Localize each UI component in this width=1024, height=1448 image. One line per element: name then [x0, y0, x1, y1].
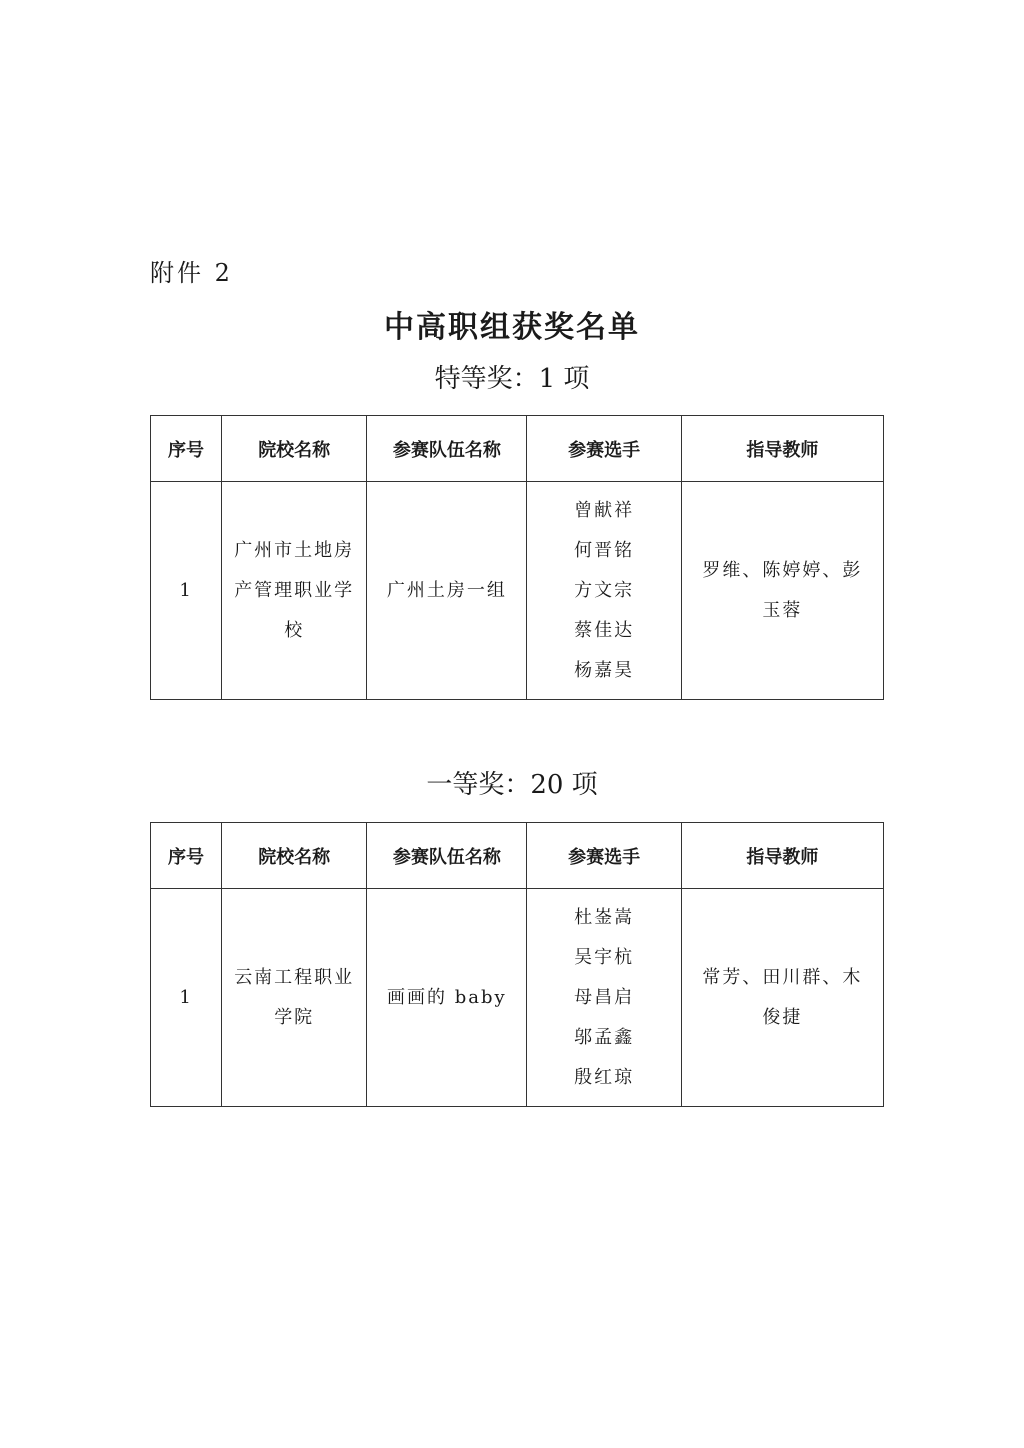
special-prize-table — [150, 415, 884, 700]
member-name: 杨嘉昊 — [574, 659, 635, 681]
attachment-label: 附件 2 — [150, 259, 233, 287]
member-name: 蔡佳达 — [574, 619, 635, 641]
header-members: 参赛选手 — [527, 416, 681, 482]
member-name: 曾献祥 — [574, 499, 635, 521]
header-team: 参赛队伍名称 — [367, 823, 527, 889]
table-header-row — [151, 416, 884, 482]
first-prize-table — [150, 822, 884, 1107]
member-name: 邬孟鑫 — [574, 1026, 635, 1048]
header-index: 序号 — [151, 823, 222, 889]
cell-school — [222, 482, 367, 700]
member-name: 杜崟嵩 — [574, 906, 635, 928]
school-name: 广州市土地房产管理职业学校 — [234, 539, 355, 641]
cell-teachers — [681, 482, 883, 700]
cell-teachers — [681, 889, 883, 1107]
cell-members — [527, 889, 681, 1107]
member-name: 母昌启 — [574, 986, 635, 1008]
member-name: 殷红琼 — [574, 1066, 635, 1088]
header-school: 院校名称 — [222, 823, 367, 889]
cell-school — [222, 889, 367, 1107]
member-name: 何晋铭 — [574, 539, 635, 561]
header-teachers: 指导教师 — [681, 416, 883, 482]
header-school: 院校名称 — [222, 416, 367, 482]
header-teachers: 指导教师 — [681, 823, 883, 889]
table-header-row — [151, 823, 884, 889]
member-name: 吴宇杭 — [574, 946, 635, 968]
teacher-names: 罗维、陈婷婷、彭玉蓉 — [702, 559, 863, 621]
cell-team: 广州土房一组 — [367, 482, 527, 700]
section-title-special-prize: 特等奖：1 项 — [434, 364, 590, 394]
page-title: 中高职组获奖名单 — [384, 310, 640, 345]
cell-members — [527, 482, 681, 700]
school-name: 云南工程职业学院 — [234, 966, 355, 1028]
teacher-names: 常芳、田川群、木俊捷 — [702, 966, 863, 1028]
header-index: 序号 — [151, 416, 222, 482]
table-row — [151, 889, 884, 1107]
section-title-first-prize: 一等奖：20 项 — [426, 770, 598, 800]
header-members: 参赛选手 — [527, 823, 681, 889]
member-name: 方文宗 — [574, 579, 635, 601]
table-row — [151, 482, 884, 700]
cell-index: 1 — [151, 889, 222, 1107]
cell-index: 1 — [151, 482, 222, 700]
cell-team: 画画的 baby — [367, 889, 527, 1107]
header-team: 参赛队伍名称 — [367, 416, 527, 482]
